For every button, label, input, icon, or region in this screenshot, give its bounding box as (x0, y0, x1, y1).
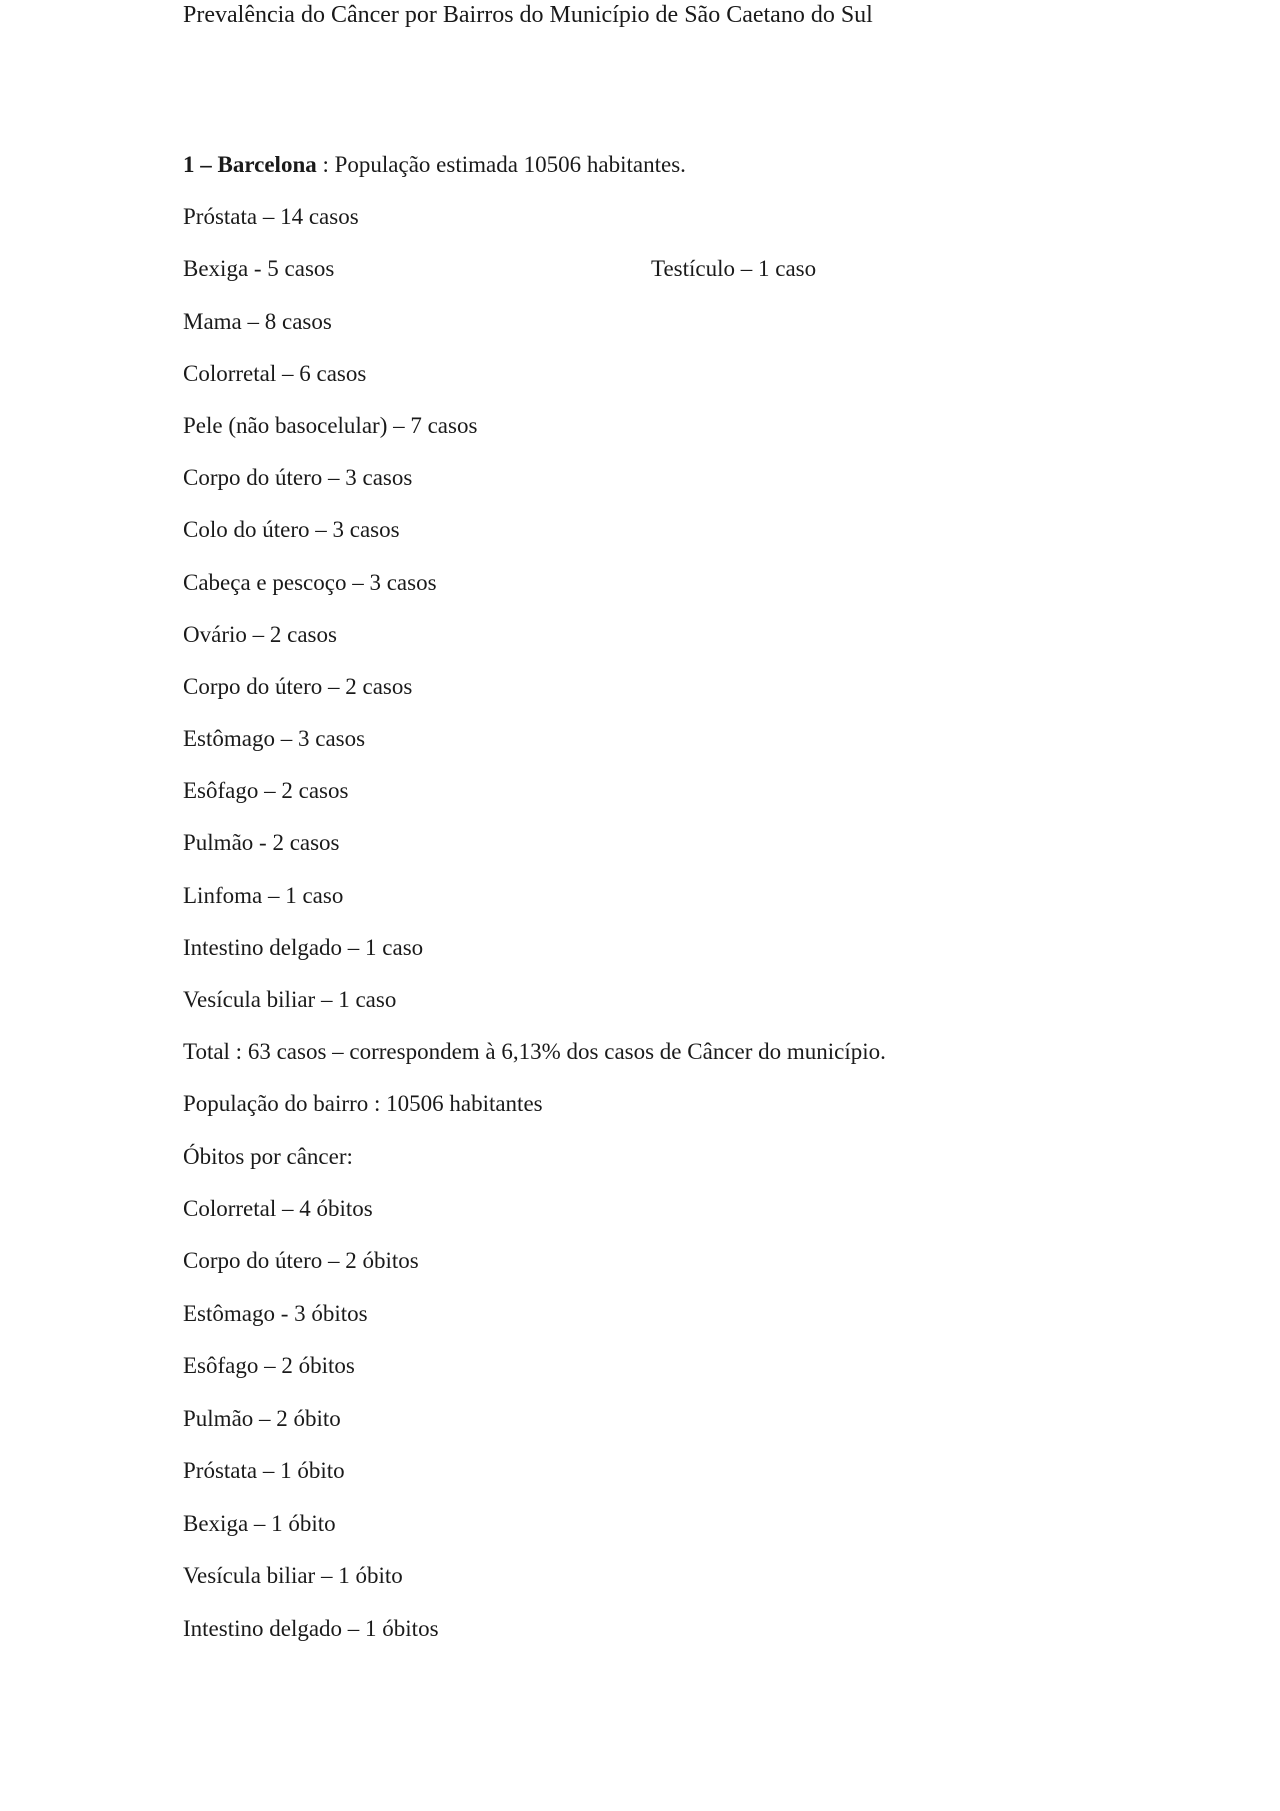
case-item: Intestino delgado – 1 caso (183, 934, 424, 960)
case-item-row (183, 252, 886, 304)
case-item: Cabeça e pescoço – 3 casos (183, 569, 437, 595)
document-title: Prevalência do Câncer por Bairros do Município de São Caetano do Sul (183, 2, 873, 28)
death-item: Colorretal – 4 óbitos (183, 1195, 373, 1221)
section-heading (183, 148, 886, 200)
death-item: Bexiga – 1 óbito (183, 1510, 336, 1536)
case-item: Colo do útero – 3 casos (183, 517, 400, 543)
case-item: Mama – 8 casos (183, 308, 332, 334)
case-item: Corpo do útero – 3 casos (183, 465, 413, 491)
case-item: Próstata – 14 casos (183, 204, 359, 230)
death-item: Pulmão – 2 óbito (183, 1405, 341, 1431)
case-item: Esôfago – 2 casos (183, 778, 349, 804)
case-item: Linfoma – 1 caso (183, 882, 344, 908)
death-item: Vesícula biliar – 1 óbito (183, 1563, 403, 1589)
case-item-side: Testículo – 1 caso (651, 256, 817, 282)
case-item: Pulmão - 2 casos (183, 830, 340, 856)
death-item: Esôfago – 2 óbitos (183, 1353, 355, 1379)
case-item: Corpo do útero – 2 casos (183, 673, 413, 699)
population-estimate: : População estimada 10506 habitantes. (316, 152, 686, 177)
death-item: Estômago - 3 óbitos (183, 1300, 368, 1326)
death-item: Corpo do útero – 2 óbitos (183, 1248, 419, 1274)
death-item: Próstata – 1 óbito (183, 1458, 345, 1484)
death-item: Intestino delgado – 1 óbitos (183, 1615, 439, 1641)
population-line: População do bairro : 10506 habitantes (183, 1091, 543, 1117)
case-item: Ovário – 2 casos (183, 621, 337, 647)
total-summary: Total : 63 casos – correspondem à 6,13% dos casos de Câncer do município. (183, 1039, 886, 1065)
case-item: Bexiga - 5 casos (183, 256, 335, 282)
case-item: Colorretal – 6 casos (183, 360, 367, 386)
document-body (183, 148, 886, 1664)
case-item: Pele (não basocelular) – 7 casos (183, 412, 478, 438)
case-item: Estômago – 3 casos (183, 726, 366, 752)
neighborhood-name: 1 – Barcelona (183, 152, 317, 177)
deaths-heading: Óbitos por câncer: (183, 1143, 353, 1169)
case-item: Vesícula biliar – 1 caso (183, 987, 397, 1012)
